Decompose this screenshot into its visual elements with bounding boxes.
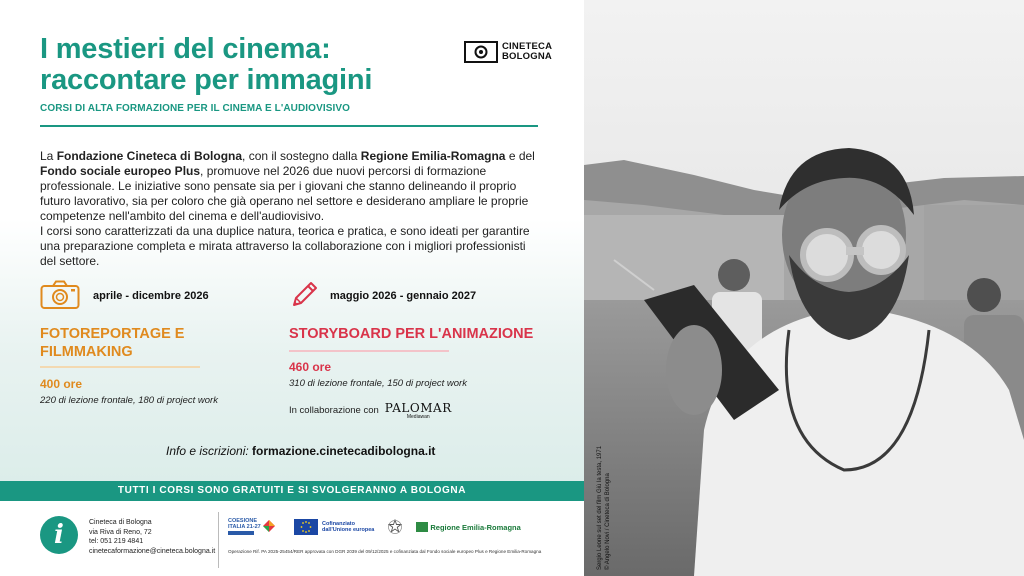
logo-text-1: CINETECA — [502, 41, 553, 52]
info-icon: i — [40, 516, 78, 554]
course-1-hours: 400 ore — [40, 377, 83, 391]
contact-block — [89, 518, 215, 556]
info-link[interactable]: formazione.cinetecadibologna.it — [252, 444, 436, 458]
course-2-title: STORYBOARD PER L'ANIMAZIONE — [289, 326, 534, 342]
contact-phone: tel: 051 219 4841 — [89, 538, 144, 545]
film-eye-icon — [464, 41, 498, 63]
intro-paragraph-2: I corsi sono caratterizzati da una duplice natura, teorica e pratica, e sono ideati per garantire una preparazione completa e mirata attraverso la collaborazione con i migliori professionisti del settore. — [40, 224, 530, 268]
page-subtitle: CORSI DI ALTA FORMAZIONE PER IL CINEMA E L'AUDIOVISIVO — [40, 103, 351, 114]
pencil-icon — [288, 279, 320, 316]
camera-icon — [40, 280, 80, 315]
photo-credit: Sergio Leone sul set del film Giù la testa, 1971 © Angelo Novi / Cineteca di Bologna — [597, 445, 611, 570]
eu-cofinanced-logo: Cofinanziato dall'Unione europea — [294, 519, 374, 535]
course-2-detail: 310 di lezione frontale, 150 di project work — [289, 378, 467, 389]
info-label: Info e iscrizioni: — [166, 444, 249, 458]
archival-photo — [584, 0, 1024, 576]
title-line-1: I mestieri del cinema: — [40, 33, 331, 65]
collaboration — [289, 401, 452, 420]
footer — [0, 501, 584, 576]
region-name: Regione Emilia-Romagna — [360, 149, 506, 163]
footer-divider — [218, 512, 219, 568]
contact-org: Cineteca di Bologna — [89, 519, 152, 526]
intro-text: La Fondazione Cineteca di Bologna, con il sostegno dalla Regione Emilia-Romagna e del Fondo sociale europeo Plus, promuove nel 2026 due nuovi percorsi di formazione professionale. Le iniziative sono pensate sia per i giovani che stanno delineando il proprio futuro lavorativo, sia per coloro che già operano nel settore e desiderano ampliare le proprie competenze nell'ambito del cinema e dell'audiovisivo. I corsi sono caratterizzati da una duplice natura, teorica e pratica, e sono ideati per garantire una preparazione completa e mirata attraverso la collaborazione con i migliori professionisti del settore. — [40, 149, 535, 268]
palomar-logo: PALOMAR Mediawan — [384, 401, 452, 420]
contact-address: via Riva di Reno, 72 — [89, 528, 152, 536]
logo-text-2: BOLOGNA — [502, 51, 552, 62]
fund-name: Fondo sociale europeo Plus — [40, 164, 201, 178]
legal-fine-print: Operazione Rif. PA 2025-25454/RER approvata con DGR 2039 del 09/12/2025 e cofinanziata dal Fondo sociale europeo Plus e Regione Emilia-Romagna — [228, 549, 542, 554]
contact-email[interactable]: cinetecaformazione@cineteca.bologna.it — [89, 547, 216, 555]
eu-flag-icon — [294, 519, 318, 535]
course-1-title: FOTOREPORTAGE E FILMMAKING — [40, 326, 185, 360]
course-2-rule — [289, 350, 449, 352]
page-title — [40, 34, 400, 96]
course-1-detail: 220 di lezione frontale, 180 di project work — [40, 395, 218, 406]
italian-republic-emblem-icon — [388, 519, 402, 535]
funder-logos — [228, 518, 521, 536]
collab-label: In collaborazione con — [289, 405, 379, 416]
course-2-hours: 460 ore — [289, 360, 332, 374]
course-1-rule — [40, 366, 200, 368]
regione-emilia-romagna-logo: Regione Emilia-Romagna — [416, 522, 520, 532]
course-2-dates: maggio 2026 - gennaio 2027 — [330, 290, 477, 302]
free-courses-banner: TUTTI I CORSI SONO GRATUITI E SI SVOLGERANNO A BOLOGNA — [0, 481, 584, 501]
coesione-italia-logo: COESIONE ITALIA 21-27 — [228, 518, 280, 536]
info-line — [166, 444, 435, 458]
cineteca-logo — [464, 41, 552, 63]
title-line-2: raccontare per immagini — [40, 64, 373, 96]
org-name: Fondazione Cineteca di Bologna — [56, 149, 243, 163]
title-divider — [40, 125, 538, 127]
course-1-dates: aprile - dicembre 2026 — [93, 290, 209, 302]
